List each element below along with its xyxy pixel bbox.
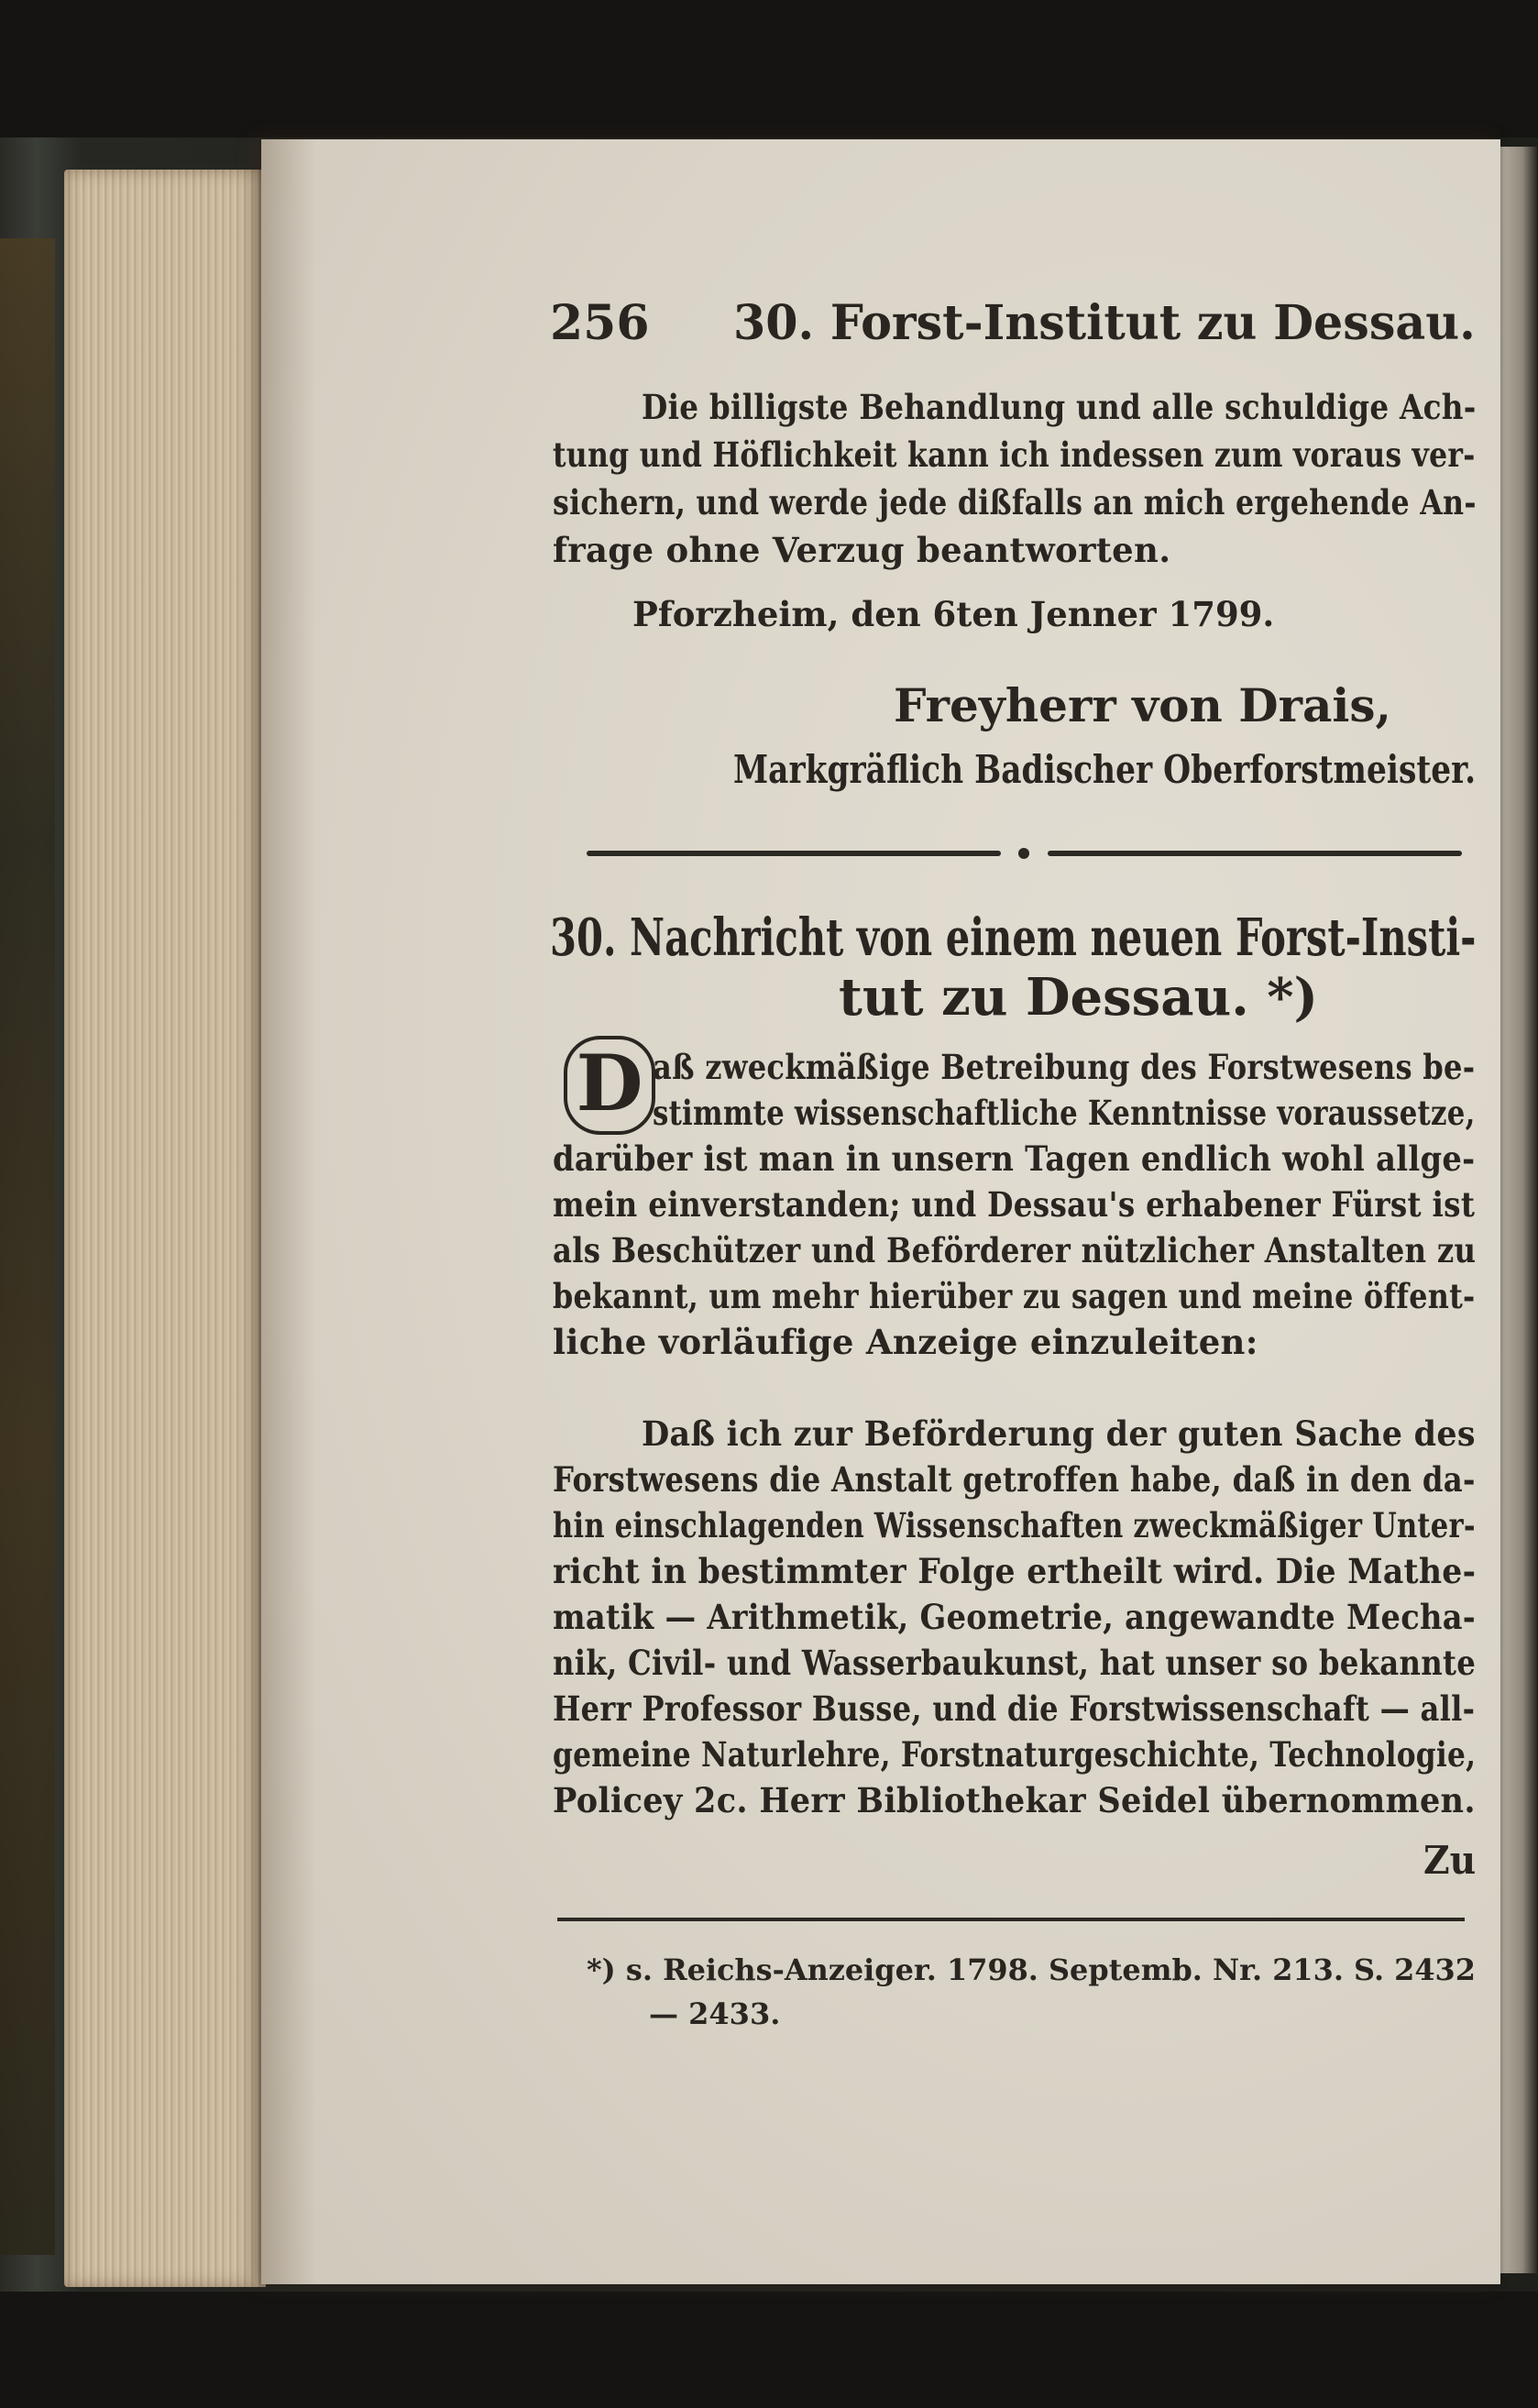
prev-line-3: sichern, und werde jede dißfalls an mich ergehende An- [553,482,1477,522]
para2-line-4: richt in bestimmter Folge ertheilt wird. Die Mathe- [553,1551,1477,1591]
prev-line-1: Die billigste Behandlung und alle schuldige Ach- [642,387,1477,427]
signer-name: Freyherr von Drais, [894,678,1391,732]
para2-line-3: hin einschlagenden Wissenschaften zweckmäßiger Unter- [553,1505,1476,1545]
para2-line-8: gemeine Naturlehre, Forstnaturgeschichte, Technologie, [553,1734,1477,1775]
para1-line-1: aß zweckmäßige Betreibung des Forstwesens be- [653,1047,1476,1087]
para1-line-3: darüber ist man in unsern Tagen endlich wohl allge- [553,1138,1476,1179]
para1-line-6: bekannt, um mehr hierüber zu sagen und meine öffent- [553,1276,1476,1316]
book-spine-edge [0,238,55,2255]
catchword: Zu [1423,1838,1477,1883]
para2-line-2: Forstwesens die Anstalt getroffen habe, daß in den da- [553,1459,1476,1500]
para2-line-5: matik — Arithmetik, Geometrie, angewandte Mecha- [553,1597,1477,1637]
section-heading-line-2: tut zu Dessau. *) [839,967,1318,1028]
running-title: 30. Forst-Institut zu Dessau. [733,295,1476,351]
para2-line-9: Policey 2c. Herr Bibliothekar Seidel übernommen. [553,1780,1476,1820]
page-number: 256 [550,295,650,351]
prev-line-2: tung und Höflichkeit kann ich indessen zum voraus ver- [553,434,1476,475]
para1-line-2: stimmte wissenschaftliche Kenntnisse voraussetze, [653,1093,1476,1133]
drop-cap: D [564,1036,655,1135]
section-heading-line-1: 30. Nachricht von einem neuen Forst-Insti- [550,907,1477,968]
divider-rule-right [1048,851,1462,856]
prev-line-4: frage ohne Verzug beantworten. [553,530,1171,570]
para1-line-5: als Beschützer und Beförderer nützlicher Anstalten zu [553,1230,1477,1270]
para2-line-6: nik, Civil- und Wasserbaukunst, hat unser so bekannte [553,1643,1477,1683]
facing-page-edge [1500,147,1537,2273]
footnote-rule [557,1918,1465,1921]
footnote-line-1: *) s. Reichs-Anzeiger. 1798. Septemb. Nr. 213. S. 2432 [587,1952,1476,1987]
divider-rule-left [587,851,1001,856]
para2-line-7: Herr Professor Busse, und die Forstwissenschaft — all- [553,1688,1476,1729]
para2-line-1: Daß ich zur Beförderung der guten Sache des [642,1413,1476,1454]
signer-title: Markgräflich Badischer Oberforstmeister. [733,747,1477,792]
para1-line-4: mein einverstanden; und Dessau's erhabener Fürst ist [553,1184,1476,1225]
footnote-line-2: — 2433. [649,1996,781,2031]
place-date: Pforzheim, den 6ten Jenner 1799. [632,594,1275,634]
divider-dot [1018,848,1029,859]
page-stack-edges [64,170,266,2287]
para1-line-7: liche vorläufige Anzeige einzuleiten: [553,1322,1258,1362]
